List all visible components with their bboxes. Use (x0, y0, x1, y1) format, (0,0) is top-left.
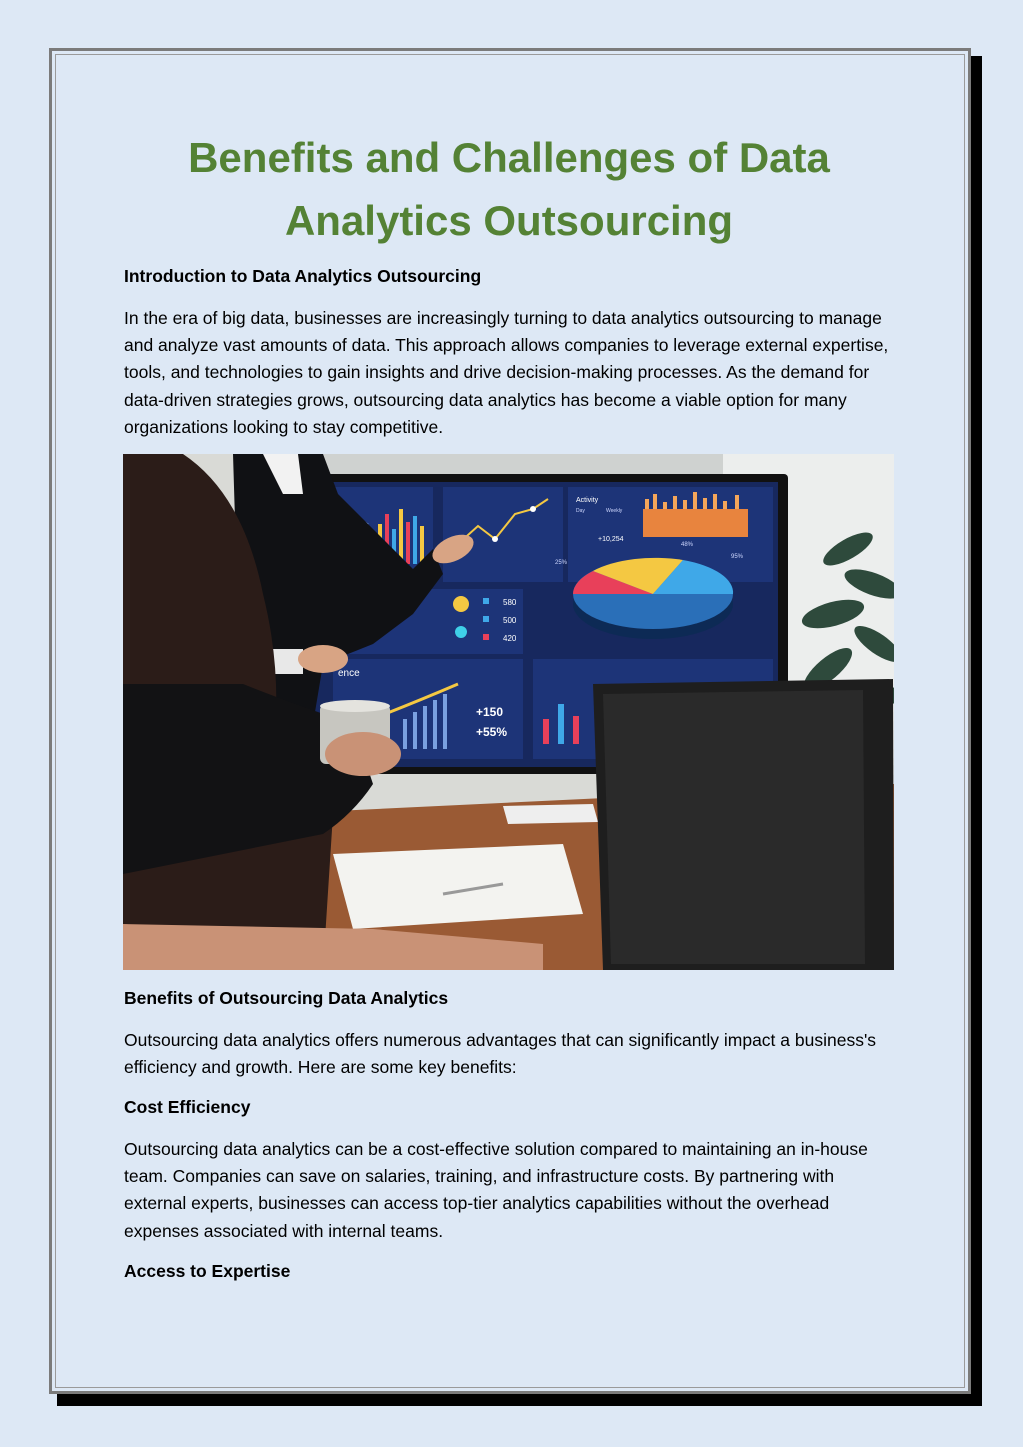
document-title: Benefits and Challenges of Data Analytics Outsourcing (188, 134, 830, 244)
screen-label-95: 95% (731, 554, 744, 560)
section-heading-benefits: Benefits of Outsourcing Data Analytics (124, 988, 449, 1008)
section-heading-introduction: Introduction to Data Analytics Outsourcing (124, 266, 482, 286)
section-paragraph-benefits: Outsourcing data analytics offers numerous advantages that can significantly impact a business's efficiency and growth. Here are some key benefits: (124, 1030, 877, 1078)
screen-label-ence: ence (338, 668, 360, 679)
screen-label-580: 580 (503, 598, 517, 607)
screen-label-420: 420 (503, 634, 517, 643)
screen-label-500: 500 (503, 616, 517, 625)
section-heading-cost-efficiency: Cost Efficiency (124, 1097, 251, 1117)
screen-label-25: 25% (555, 560, 568, 566)
screen-label-plus150: +150 (476, 705, 504, 719)
section-paragraph-introduction: In the era of big data, businesses are increasingly turning to data analytics outsourcing to manage and analyze vast amounts of data. This approach allows companies to leverage external expertise, tools, and technologies to gain insights and drive decision-making processes. As the demand for data-driven strategies grows, outsourcing data analytics has become a viable option for many organizations looking to stay competitive. (124, 308, 889, 437)
screen-label-plus55: +55% (476, 725, 508, 739)
screen-label-activity: Activity (576, 497, 599, 504)
screen-label-day: Day (576, 508, 585, 514)
screen-label-count: +10,254 (598, 536, 624, 543)
section-paragraph-cost-efficiency: Outsourcing data analytics can be a cost-effective solution compared to maintaining an in-house team. Companies can save on salaries, training, and infrastructure costs. By partnering with external experts, businesses can access top-tier analytics capabilities without the overhead expenses associated with internal teams. (124, 1139, 868, 1241)
section-heading-access-to-expertise: Access to Expertise (124, 1261, 291, 1281)
screen-label-weekly: Weekly (606, 508, 623, 514)
screen-label-48: 48% (681, 542, 694, 548)
meeting-photo (123, 454, 894, 970)
